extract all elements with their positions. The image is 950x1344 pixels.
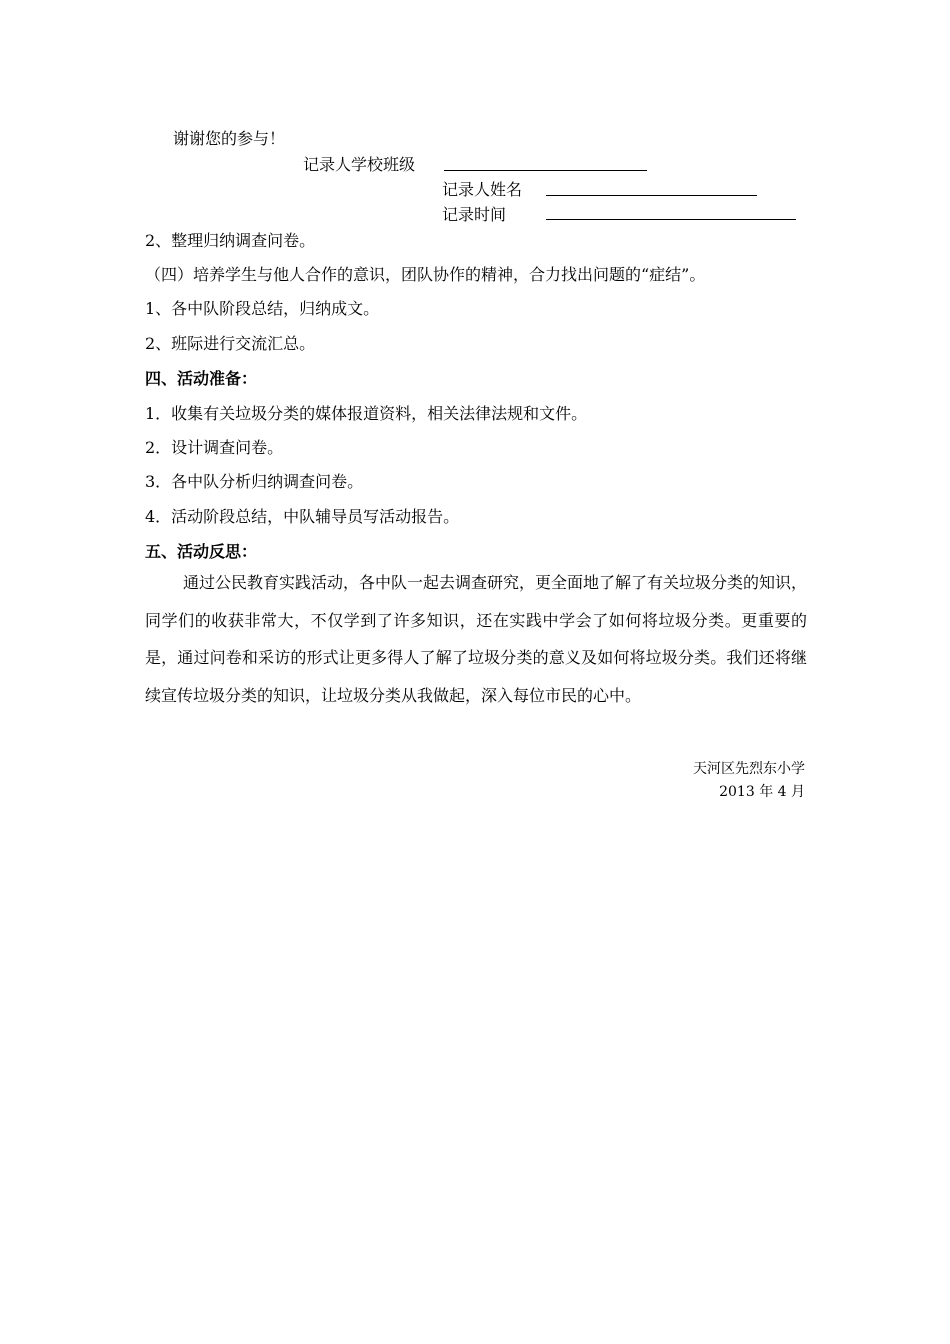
signature-school: 天河区先烈东小学 bbox=[693, 761, 805, 777]
line-section-four-goal: （四）培养学生与他人合作的意识，团队协作的精神，合力找出问题的“症结”。 bbox=[145, 265, 706, 284]
recorder-class-label: 记录人学校班级 bbox=[303, 155, 416, 174]
section-heading-preparation: 四、活动准备： bbox=[145, 369, 258, 388]
record-time-line[interactable] bbox=[546, 219, 796, 220]
list-item: 2．设计调查问卷。 bbox=[145, 438, 284, 457]
list-item: 3．各中队分析归纳调查问卷。 bbox=[145, 472, 364, 491]
recorder-name-label: 记录人姓名 bbox=[442, 180, 523, 199]
signature-date: 2013 年 4 月 bbox=[719, 784, 805, 800]
recorder-class-line[interactable] bbox=[444, 170, 647, 171]
list-item: 4．活动阶段总结，中队辅导员写活动报告。 bbox=[145, 507, 460, 526]
section-heading-reflection: 五、活动反思： bbox=[145, 542, 258, 561]
thanks-text: 谢谢您的参与！ bbox=[173, 129, 286, 148]
list-item: 1．收集有关垃圾分类的媒体报道资料，相关法律法规和文件。 bbox=[145, 404, 588, 423]
line-organize-survey: 2、整理归纳调查问卷。 bbox=[145, 231, 316, 250]
reflection-paragraph: 通过公民教育实践活动，各中队一起去调查研究，更全面地了解了有关垃圾分类的知识，同学们的收获非常大，不仅学到了许多知识，还在实践中学会了如何将垃圾分类。更重要的是，通过问卷和采访的形式让更多得人了解了垃圾分类的意义及如何将垃圾分类。我们还将继续宣传垃圾分类的知识，让垃圾分类从我做起，深入每位市民的心中。 bbox=[145, 573, 808, 705]
line-class-exchange: 2、班际进行交流汇总。 bbox=[145, 334, 316, 353]
record-time-label: 记录时间 bbox=[442, 205, 507, 224]
recorder-name-line[interactable] bbox=[546, 195, 757, 196]
line-team-summary: 1、各中队阶段总结，归纳成文。 bbox=[145, 299, 380, 318]
